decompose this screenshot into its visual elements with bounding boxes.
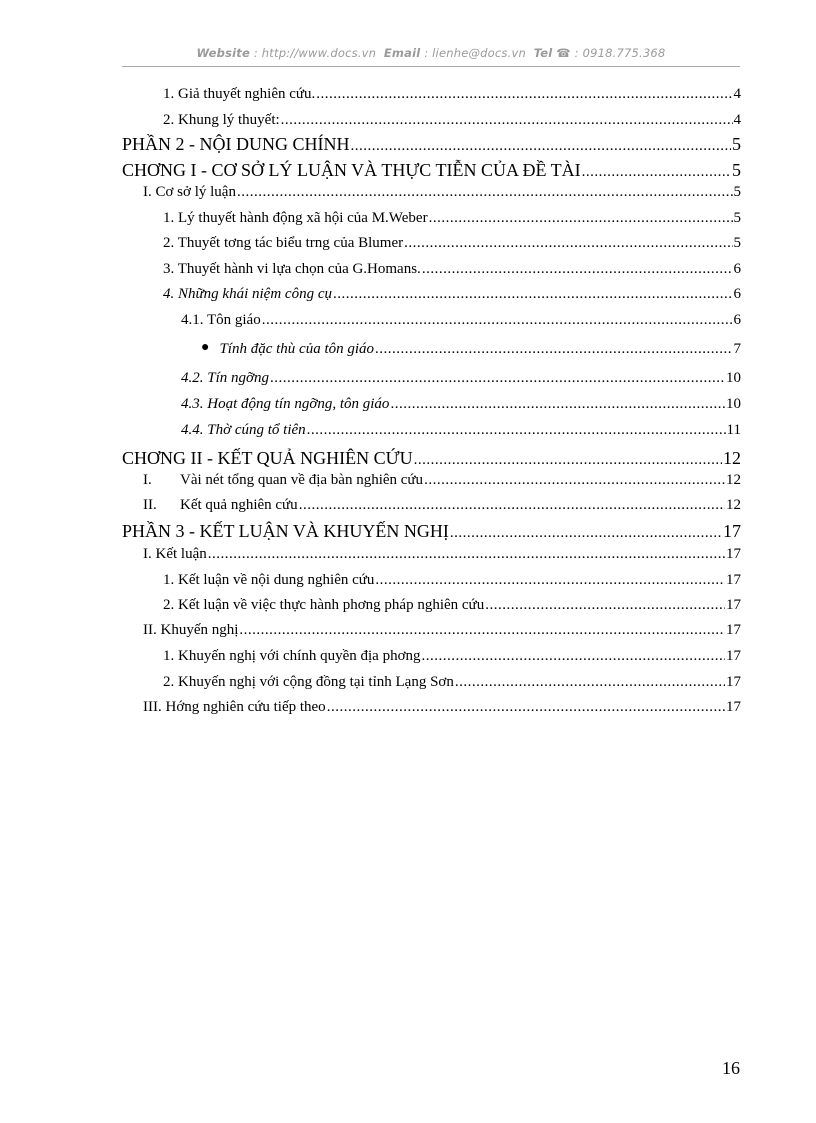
website-label: Website [196, 46, 250, 60]
toc-leader [237, 184, 733, 201]
toc-leader [262, 312, 733, 329]
toc-entry[interactable] [201, 341, 741, 358]
toc-leader [281, 112, 733, 129]
toc-entry-number: I. [143, 472, 152, 488]
toc-entry-title: 2. Khuyến nghị với cộng đồng tại tỉnh Lạng Sơn [163, 674, 454, 690]
toc-leader [270, 370, 725, 387]
toc-entry-page: 6 [733, 261, 741, 277]
toc-entry-page: 17 [723, 521, 741, 541]
toc-entry[interactable] [143, 622, 741, 639]
toc-entry-number: II. [143, 497, 157, 513]
toc-entry-page: 6 [733, 312, 741, 328]
toc-leader [404, 235, 732, 252]
toc-entry[interactable] [163, 235, 741, 252]
toc-chapter-heading[interactable] [122, 160, 741, 181]
toc-leader [375, 341, 732, 358]
toc-entry-page: 12 [726, 472, 741, 488]
toc-entry-title: 4.3. Hoạt động tín ngỡng, tôn giáo [181, 396, 390, 412]
toc-leader [239, 622, 725, 639]
toc-entry[interactable] [163, 572, 741, 589]
toc-leader [316, 86, 732, 103]
toc-entry[interactable] [163, 86, 741, 103]
toc-entry[interactable] [163, 674, 741, 691]
toc-entry-title: 4. Những khái niệm công cụ [163, 286, 332, 302]
toc-entry-title: I. Kết luận [143, 546, 207, 562]
toc-leader [429, 210, 733, 227]
toc-entry[interactable] [163, 648, 741, 665]
toc-entry-title: II. Khuyến nghị [143, 622, 239, 638]
bullet-icon: ● [201, 340, 210, 355]
toc-entry-title: CHƠNG II - KẾT QUẢ NGHIÊN CỨU [122, 448, 413, 468]
toc-entry-page: 4 [733, 112, 741, 128]
page-header [122, 46, 740, 60]
toc-entry[interactable] [181, 396, 741, 413]
toc-leader [390, 396, 725, 413]
toc-entry[interactable] [143, 184, 741, 201]
toc-part-heading[interactable] [122, 521, 741, 542]
toc-leader [422, 648, 726, 665]
toc-leader [307, 422, 726, 439]
toc-leader [414, 452, 722, 469]
toc-entry-page: 12 [723, 448, 741, 468]
toc-entry-page: 17 [726, 572, 741, 588]
toc-leader [422, 261, 733, 278]
toc-entry-title: 4.1. Tôn giáo [181, 312, 261, 328]
toc-entry[interactable] [163, 210, 741, 227]
website-value: : http://www.docs.vn [253, 46, 377, 60]
toc-entry-page: 17 [726, 674, 741, 690]
email-label: Email [383, 46, 421, 60]
toc-entry-title: Kết quả nghiên cứu [180, 497, 298, 513]
toc-entry-page: 17 [726, 622, 741, 638]
toc-entry-page: 17 [726, 597, 741, 613]
toc-entry-page: 11 [726, 422, 741, 438]
toc-entry-title: CHƠNG I - CƠ SỞ LÝ LUẬN VÀ THỰC TIỄN CỦA ĐỀ TÀI [122, 160, 581, 180]
toc-entry-page: 5 [732, 160, 741, 180]
toc-entry-title: 1. Lý thuyết hành động xã hội của M.Weber [163, 210, 428, 226]
toc-entry-title: I. Cơ sở lý luận [143, 184, 236, 200]
toc-entry-title: 1. Kết luận về nội dung nghiên cứu [163, 572, 375, 588]
toc-leader [455, 674, 725, 691]
toc-entry-title: 2. Thuyết tơng tác biểu trng của Blumer [163, 235, 404, 251]
email-value: : lienhe@docs.vn [424, 46, 526, 60]
toc-entry-page: 7 [733, 341, 741, 357]
page-number: 16 [722, 1058, 740, 1078]
toc-entry[interactable] [163, 286, 741, 303]
toc-entry-title: III. Hớng nghiên cứu tiếp theo [143, 699, 326, 715]
toc-entry-title: 2. Kết luận về việc thực hành phơng pháp nghiên cứu [163, 597, 485, 613]
toc-entry-title: Tính đặc thù của tôn giáo [219, 341, 375, 357]
toc-entry-title: PHẦN 2 - NỘI DUNG CHÍNH [122, 134, 350, 154]
toc-entry-page: 5 [733, 210, 741, 226]
toc-entry[interactable] [181, 422, 741, 439]
tel-value: ☎ : 0918.775.368 [556, 46, 666, 60]
toc-entry-page: 5 [732, 134, 741, 154]
toc-part-heading[interactable] [122, 134, 741, 155]
toc-entry-page: 6 [733, 286, 741, 302]
toc-entry-page: 5 [733, 184, 741, 200]
toc-entry-page: 12 [726, 497, 741, 513]
toc-entry-title: PHẦN 3 - KẾT LUẬN VÀ KHUYẾN NGHỊ [122, 521, 449, 541]
toc-leader [450, 525, 722, 542]
toc-entry-title: 1. Khuyến nghị với chính quyền địa phơng [163, 648, 421, 664]
toc-entry[interactable] [163, 261, 741, 278]
toc-entry-title: Vài nét tổng quan về địa bàn nghiên cứu [180, 472, 424, 488]
toc-entry-page: 10 [726, 370, 741, 386]
toc-entry-page: 5 [733, 235, 741, 251]
toc-entry[interactable] [143, 546, 741, 563]
toc-leader [424, 472, 725, 489]
toc-entry-page: 10 [726, 396, 741, 412]
toc-chapter-heading[interactable] [122, 448, 741, 469]
toc-entry-page: 17 [726, 648, 741, 664]
toc-leader [351, 138, 732, 155]
toc-entry[interactable] [143, 497, 741, 514]
toc-entry[interactable] [143, 699, 741, 716]
toc-entry-title: 3. Thuyết hành vi lựa chọn của G.Homans. [163, 261, 421, 277]
toc-leader [375, 572, 725, 589]
toc-entry-page: 17 [726, 546, 741, 562]
toc-entry-title: 4.2. Tín ngỡng [181, 370, 270, 386]
toc-entry-page: 4 [733, 86, 741, 102]
toc-leader [208, 546, 725, 563]
toc-entry[interactable] [181, 370, 741, 387]
toc-entry-title: 4.4. Thờ cúng tổ tiên [181, 422, 306, 438]
toc-entry[interactable] [163, 597, 741, 614]
toc-entry-title: 1. Giả thuyết nghiên cứu. [163, 86, 316, 102]
toc-entry[interactable] [143, 472, 741, 489]
toc-leader [485, 597, 725, 614]
toc-leader [333, 286, 733, 303]
toc-entry[interactable] [181, 312, 741, 329]
tel-label: Tel [533, 46, 553, 60]
toc-entry-title: 2. Khung lý thuyết: [163, 112, 280, 128]
toc-entry[interactable] [163, 112, 741, 129]
toc-leader [299, 497, 725, 514]
toc-entry-page: 17 [726, 699, 741, 715]
toc-leader [327, 699, 725, 716]
header-divider [122, 66, 740, 67]
toc-leader [582, 164, 731, 181]
